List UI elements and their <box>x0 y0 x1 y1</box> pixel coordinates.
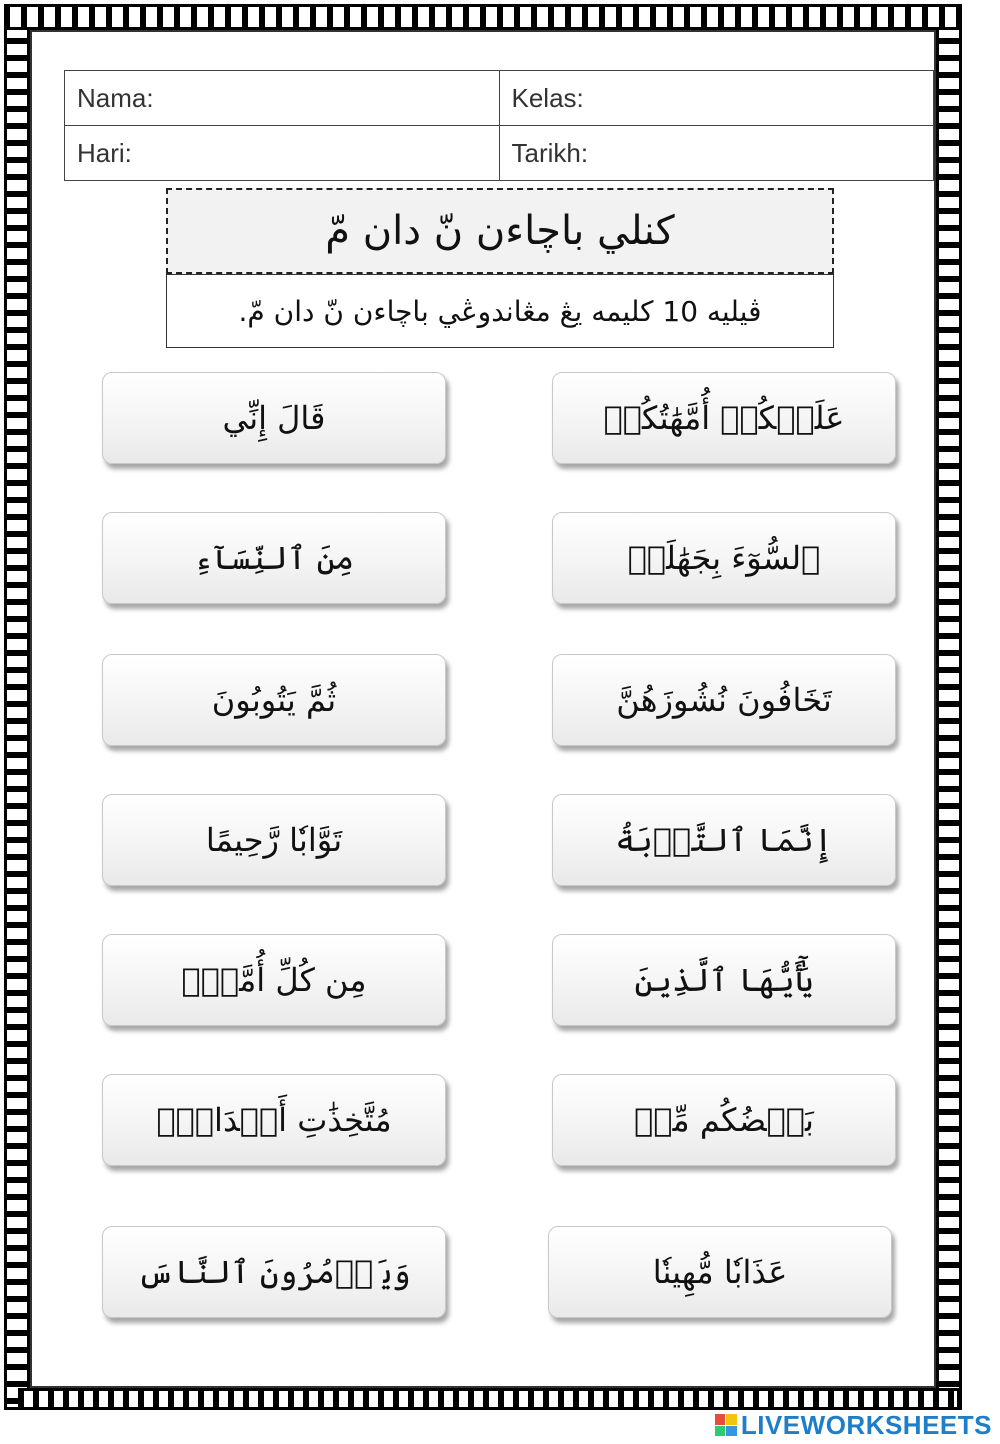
word-card[interactable]: مُتَّخِذَٰتِ أَخۡدَانٖۚ <box>102 1074 446 1166</box>
word-card[interactable]: عَذَابٗا مُّهِينٗا <box>548 1226 892 1318</box>
hari-label: Hari: <box>77 137 132 168</box>
word-card[interactable]: إِنَّمَا ٱلتَّوۡبَةُ <box>552 794 896 886</box>
nama-label: Nama: <box>77 82 154 113</box>
word-card[interactable]: تَوَّابٗا رَّحِيمًا <box>102 794 446 886</box>
word-card[interactable]: يَٰٓأَيُّهَا ٱلَّذِينَ <box>552 934 896 1026</box>
word-card[interactable]: مِن كُلِّ أُمَّةِۭ <box>102 934 446 1026</box>
kelas-label: Kelas: <box>511 82 584 113</box>
instruction-text: ڤيليه 10 كليمه يڠ مڠاندوڠي باچاءن نّ دان مّ. <box>166 274 834 348</box>
word-card[interactable]: قَالَ إِنِّي <box>102 372 446 464</box>
page-title: كنلي باچاءن نّ دان مّ <box>166 188 834 274</box>
word-card[interactable]: عَلَيۡكُمۡ أُمَّهَٰتُكُمۡ <box>552 372 896 464</box>
border-top <box>4 4 962 30</box>
hari-field[interactable] <box>65 126 500 181</box>
student-info-table <box>64 70 934 181</box>
tarikh-label: Tarikh: <box>511 137 589 168</box>
border-bottom <box>18 1388 960 1410</box>
liveworksheets-watermark <box>715 1410 992 1440</box>
word-card[interactable]: بَعۡضُكُم مِّنۢ <box>552 1074 896 1166</box>
liveworksheets-logo-icon <box>715 1414 737 1436</box>
word-card[interactable]: تَخَافُونَ نُشُوزَهُنَّ <box>552 654 896 746</box>
border-right <box>936 4 962 1410</box>
watermark-text: LIVEWORKSHEETS <box>740 1409 992 1440</box>
word-card[interactable]: ٱلسُّوٓءَ بِجَهَٰلَةٖ <box>552 512 896 604</box>
tarikh-field[interactable] <box>499 126 934 181</box>
border-left <box>4 4 30 1410</box>
kelas-field[interactable] <box>499 71 934 126</box>
nama-field[interactable] <box>65 71 500 126</box>
word-card[interactable]: مِنَ ٱلنِّسَآءِ <box>102 512 446 604</box>
word-card[interactable]: ثُمَّ يَتُوبُونَ <box>102 654 446 746</box>
word-card[interactable]: وَيَأۡمُرُونَ ٱلنَّاسَ <box>102 1226 446 1318</box>
